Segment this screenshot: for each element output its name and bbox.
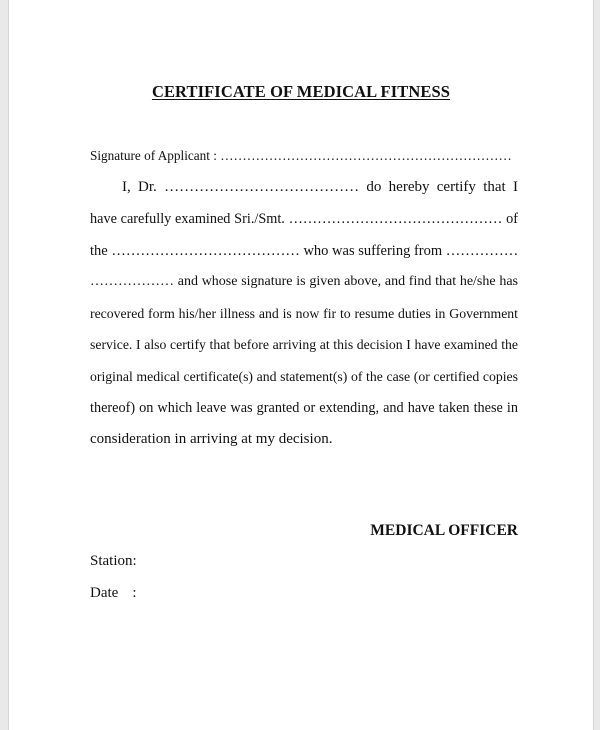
body-line-6: service. I also certify that before arriving at this decision I have examined the [90,337,518,352]
body-line-3: the ………………………………… who was suffering from …………… [90,243,519,259]
body-line-1: I, Dr. ………………………………… do hereby certify that I [122,179,518,195]
body-line-8: thereof) on which leave was granted or extending, and have taken these in [90,400,518,416]
body-line-7: original medical certificate(s) and statement(s) of the case (or certified copies [90,369,518,384]
date-field [90,585,137,602]
document-page [8,0,594,730]
certificate-title [9,82,593,102]
applicant-signature-line: Signature of Applicant : ………………………………………………………… [90,148,512,163]
body-line-9: consideration in arriving at my decision. [90,431,333,447]
body-line-2: have carefully examined Sri./Smt. ……………………………………… of [90,211,518,227]
date-colon: : [132,585,137,601]
title-text: CERTIFICATE OF MEDICAL FITNESS [151,82,451,101]
station-label: Station: [90,553,137,569]
date-label: Date [90,585,119,601]
medical-officer-label: MEDICAL OFFICER [370,522,518,539]
body-line-4: ……………… and whose signature is given above, and find that he/she has [90,274,518,289]
body-line-5: recovered form his/her illness and is now fir to resume duties in Government [90,306,518,321]
